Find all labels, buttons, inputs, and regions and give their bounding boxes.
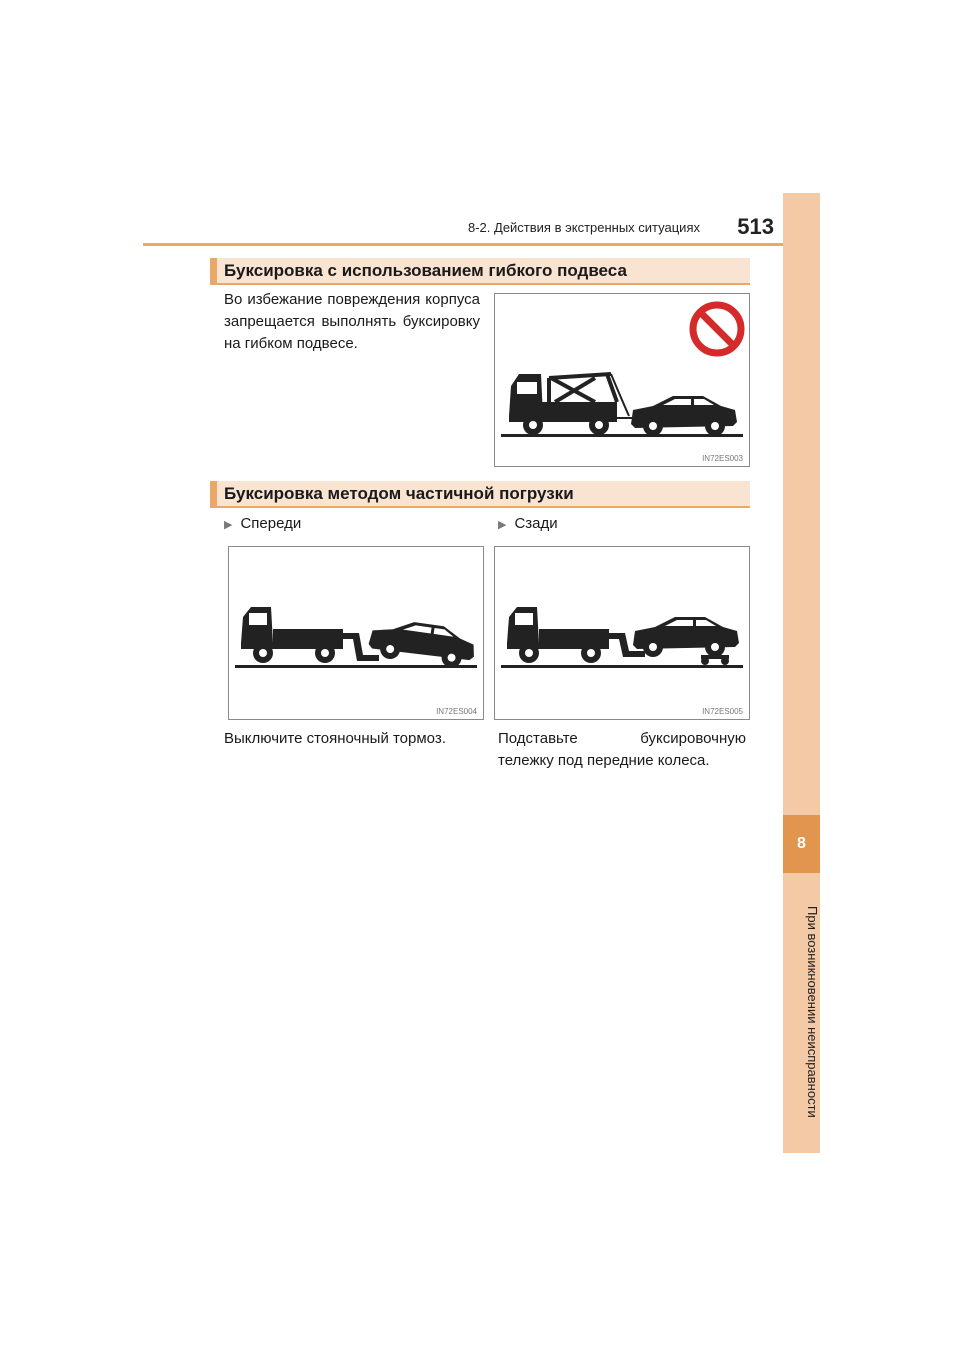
figure-code: IN72ES004	[436, 707, 477, 716]
chapter-number-tab: 8	[783, 815, 820, 873]
figure-front-partial-load	[228, 546, 484, 720]
bullet-rear	[498, 515, 558, 532]
tow-truck-flexible-illustration	[495, 294, 749, 466]
prohibition-icon	[693, 305, 741, 353]
section-heading-accent	[210, 258, 217, 283]
flexible-tow-paragraph: Во избежание повреждения корпуса запрещается выполнять буксировку на гибком подвесе.	[224, 291, 480, 352]
figure-code: IN72ES003	[702, 454, 743, 463]
bullet-rear-label: Сзади	[514, 515, 558, 532]
triangle-bullet-icon: ▶	[224, 519, 233, 531]
section-heading-flexible-tow	[210, 258, 750, 285]
triangle-bullet-icon: ▶	[498, 519, 507, 531]
bullet-front-label: Спереди	[240, 515, 302, 532]
figure-rear-partial-load	[494, 546, 750, 720]
front-caption: Выключите стояночный тормоз.	[224, 730, 446, 747]
header-rule	[143, 243, 819, 246]
section-heading-partial-load	[210, 481, 750, 508]
tow-truck-rear-illustration	[495, 547, 749, 719]
page-number: 513	[737, 214, 774, 239]
tow-truck-front-illustration	[229, 547, 483, 719]
running-head: 8-2. Действия в экстренных ситуациях	[468, 220, 700, 235]
chapter-title-vertical: При возникновении неисправности	[805, 906, 820, 1118]
section-heading-title: Буксировка с использованием гибкого подвеса	[224, 261, 627, 280]
towing-dolly-icon	[701, 655, 729, 665]
figure-code: IN72ES005	[702, 707, 743, 716]
section-heading-accent	[210, 481, 217, 506]
rear-caption: Подставьте буксировочную тележку под передние колеса.	[498, 730, 746, 769]
figure-flexible-tow	[494, 293, 750, 467]
section-heading-title: Буксировка методом частичной погрузки	[224, 484, 574, 503]
bullet-front	[224, 515, 301, 532]
